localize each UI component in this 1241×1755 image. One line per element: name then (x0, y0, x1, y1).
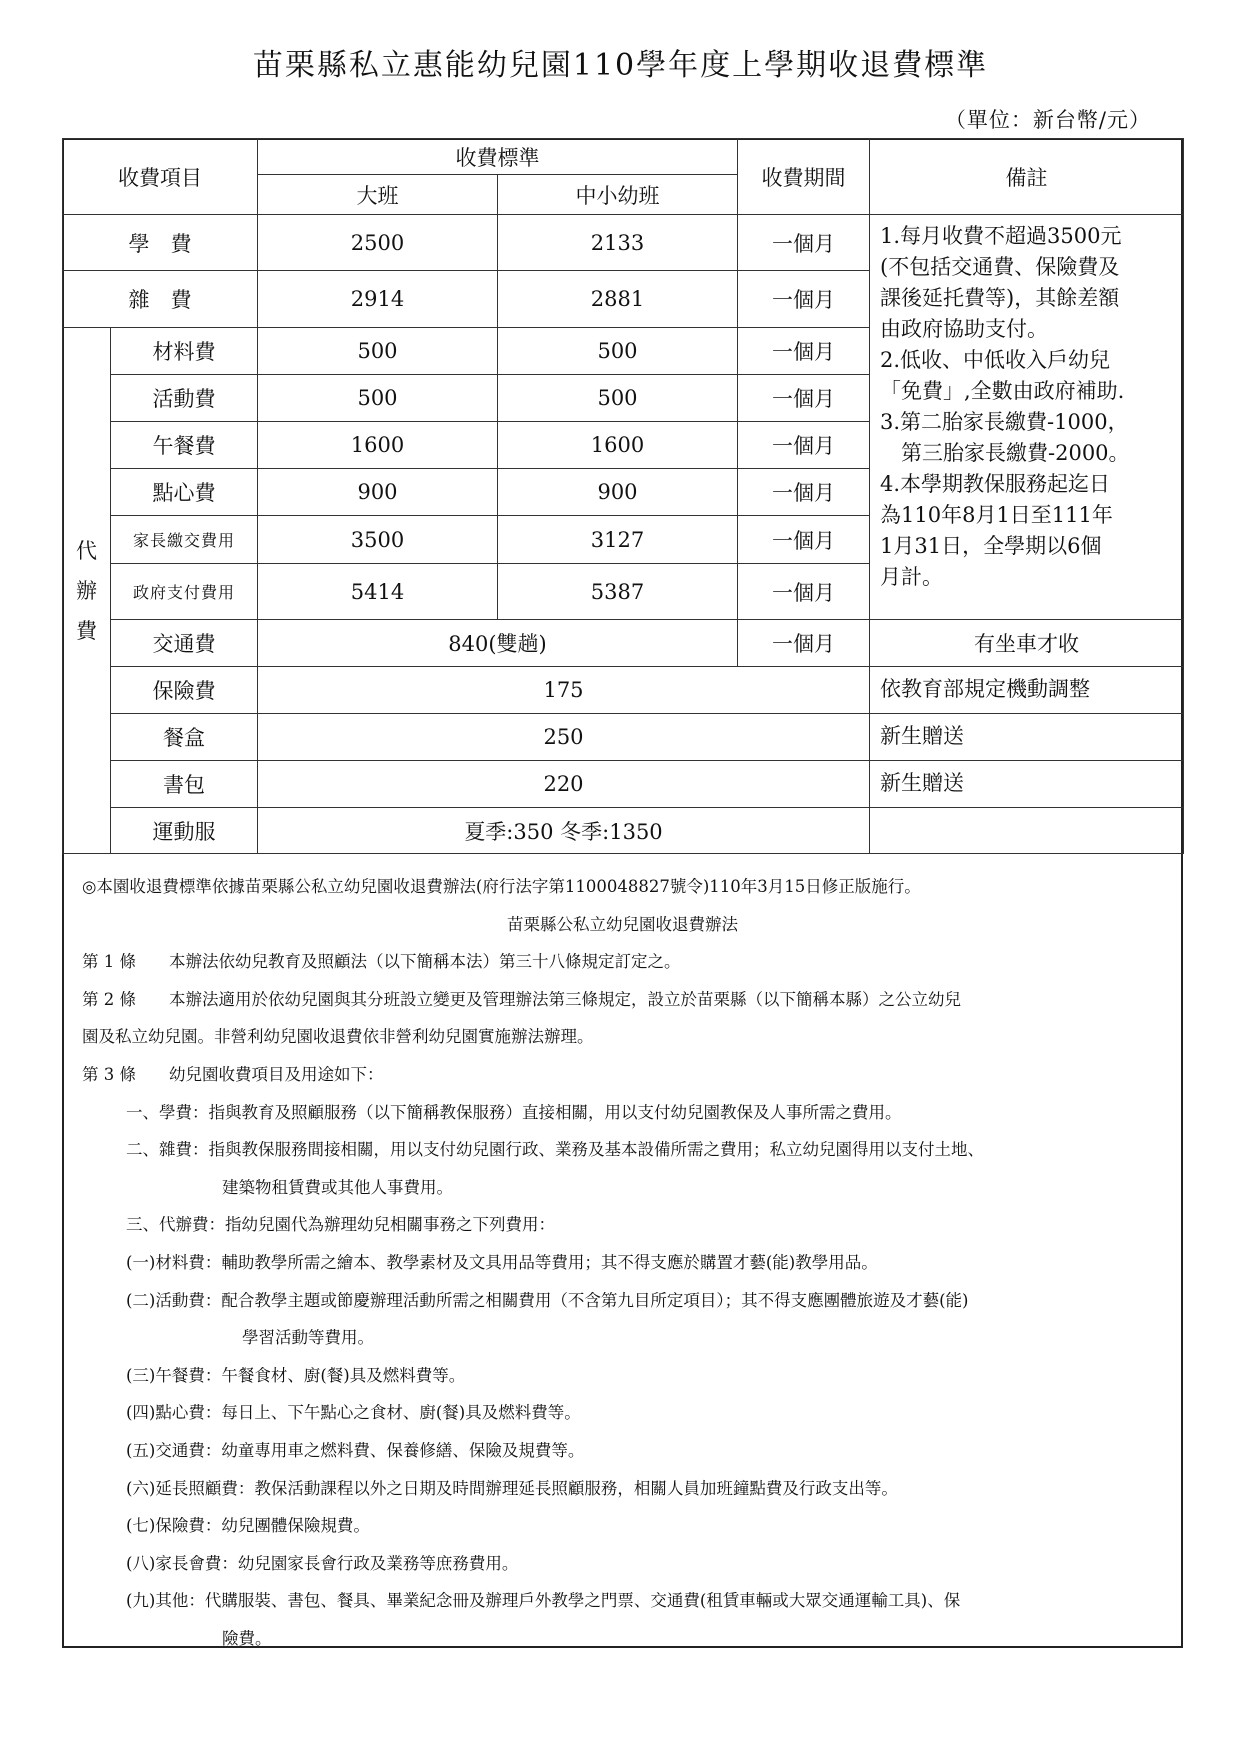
row-big: 5414 (258, 564, 498, 620)
row-period: 一個月 (738, 469, 870, 516)
sub-activity: (二)活動費：配合教學主題或節慶辦理活動所需之相關費用（不含第九目所定項目）；其不得支應團體旅遊及才藝(能) (126, 1290, 969, 1310)
bag-note: 新生贈送 (870, 761, 1184, 808)
row-small: 5387 (498, 564, 738, 620)
row-small: 500 (498, 328, 738, 375)
insurance-name: 保險費 (111, 667, 258, 714)
bag-value: 220 (258, 761, 870, 808)
sub-activity-cont: 學習活動等費用。 (242, 1328, 374, 1348)
item-misc-cont: 建築物租賃費或其他人事費用。 (222, 1177, 453, 1197)
bag-name: 書包 (111, 761, 258, 808)
item-agency: 三、代辦費：指幼兒園代為辦理幼兒相關事務之下列費用： (126, 1215, 555, 1235)
insurance-value: 175 (258, 667, 870, 714)
note-line: 第三胎家長繳費-2000。 (880, 441, 1130, 465)
row-small: 2133 (498, 215, 738, 271)
item-tuition: 一、學費：指與教育及照顧服務（以下簡稱教保服務）直接相關，用以支付幼兒園教保及人事所需之費用。 (126, 1102, 902, 1122)
sub-snack: (四)點心費：每日上、下午點心之食材、廚(餐)具及燃料費等。 (126, 1403, 581, 1423)
header-big-class: 大班 (258, 175, 498, 215)
row-name: 點心費 (111, 469, 258, 516)
fee-table (62, 138, 1184, 854)
lunchbox-note: 新生贈送 (870, 714, 1184, 761)
sub-extended-care: (六)延長照顧費：教保活動課程以外之日期及時間辦理延長照顧服務，相關人員加班鐘點費及行政支出等。 (126, 1478, 898, 1498)
note-line: 由政府協助支付。 (880, 317, 1048, 341)
agency-fee-label: 代辦費 (63, 328, 111, 854)
row-name: 午餐費 (111, 422, 258, 469)
row-big: 2500 (258, 215, 498, 271)
transport-note: 有坐車才收 (870, 620, 1184, 667)
uniform-name: 運動服 (111, 808, 258, 854)
sub-insurance: (七)保險費：幼兒團體保險規費。 (126, 1516, 370, 1536)
row-period: 一個月 (738, 215, 870, 271)
note-line: 課後延托費等)，其餘差額 (880, 286, 1120, 310)
note-line: 2.低收、中低收入戶幼兒 (880, 348, 1111, 372)
note-line: (不包括交通費、保險費及 (880, 255, 1120, 279)
header-item: 收費項目 (63, 139, 258, 215)
row-period: 一個月 (738, 564, 870, 620)
row-name: 活動費 (111, 375, 258, 422)
row-big: 2914 (258, 271, 498, 328)
row-small: 3127 (498, 516, 738, 564)
header-small-class: 中小幼班 (498, 175, 738, 215)
row-period: 一個月 (738, 271, 870, 328)
row-big: 900 (258, 469, 498, 516)
article-3: 第 3 條 幼兒園收費項目及用途如下： (82, 1064, 384, 1084)
regulation-heading: 苗栗縣公私立幼兒園收退費辦法 (507, 914, 738, 934)
insurance-note: 依教育部規定機動調整 (870, 667, 1184, 714)
lunchbox-name: 餐盒 (111, 714, 258, 761)
page-title: 苗栗縣私立惠能幼兒園110學年度上學期收退費標準 (252, 48, 989, 83)
item-misc: 二、雜費：指與教保服務間接相關，用以支付幼兒園行政、業務及基本設備所需之費用；私立幼兒園得用以支付土地、 (126, 1140, 984, 1160)
row-big: 3500 (258, 516, 498, 564)
row-name: 家長繳交費用 (111, 516, 258, 564)
lunchbox-value: 250 (258, 714, 870, 761)
row-small: 900 (498, 469, 738, 516)
row-period: 一個月 (738, 328, 870, 375)
row-big: 1600 (258, 422, 498, 469)
header-period: 收費期間 (738, 139, 870, 215)
row-period: 一個月 (738, 375, 870, 422)
unit-label: （單位：新台幣/元） (944, 108, 1151, 132)
note-line: 4.本學期教保服務起迄日 (880, 472, 1111, 496)
sub-other-cont: 險費。 (222, 1628, 272, 1648)
transport-period: 一個月 (738, 620, 870, 667)
article-2-cont: 園及私立幼兒園。非營利幼兒園收退費依非營利幼兒園實施辦法辦理。 (82, 1027, 594, 1047)
header-standard: 收費標準 (258, 139, 738, 175)
article-1: 第 1 條 本辦法依幼兒教育及照顧法（以下簡稱本法）第三十八條規定訂定之。 (82, 952, 681, 972)
notes-cell (870, 215, 1184, 620)
row-name: 學 費 (63, 215, 258, 271)
sub-parent-assoc: (八)家長會費：幼兒園家長會行政及業務等庶務費用。 (126, 1553, 519, 1573)
sub-transport: (五)交通費：幼童專用車之燃料費、保養修繕、保險及規費等。 (126, 1440, 585, 1460)
note-line: 月計。 (880, 565, 943, 589)
sub-lunch: (三)午餐費：午餐食材、廚(餐)具及燃料費等。 (126, 1365, 466, 1385)
note-line: 「免費」,全數由政府補助. (880, 379, 1125, 403)
row-name: 政府支付費用 (111, 564, 258, 620)
sub-other: (九)其他：代購服裝、書包、餐具、畢業紀念冊及辦理戶外教學之門票、交通費(租賃車輛或大眾交通運輸工具)、保 (126, 1591, 961, 1611)
uniform-note (870, 808, 1184, 854)
row-big: 500 (258, 375, 498, 422)
transport-value: 840(雙趟) (258, 620, 738, 667)
row-big: 500 (258, 328, 498, 375)
row-small: 2881 (498, 271, 738, 328)
row-small: 1600 (498, 422, 738, 469)
row-small: 500 (498, 375, 738, 422)
transport-name: 交通費 (111, 620, 258, 667)
regulation-intro: ◎本園收退費標準依據苗栗縣公私立幼兒園收退費辦法(府行法字第1100048827號令)110年3月15日修正版施行。 (82, 877, 921, 896)
uniform-value: 夏季:350 冬季:1350 (258, 808, 870, 854)
row-name: 材料費 (111, 328, 258, 375)
row-period: 一個月 (738, 516, 870, 564)
note-line: 為110年8月1日至111年 (880, 503, 1113, 527)
article-2: 第 2 條 本辦法適用於依幼兒園與其分班設立變更及管理辦法第三條規定，設立於苗栗縣（以下簡稱本縣）之公立幼兒 (82, 989, 961, 1009)
note-line: 3.第二胎家長繳費-1000， (880, 410, 1129, 434)
row-name: 雜 費 (63, 271, 258, 328)
regulation-text (62, 868, 1183, 1657)
note-line: 1月31日，全學期以6個 (880, 534, 1102, 558)
row-period: 一個月 (738, 422, 870, 469)
header-note: 備註 (870, 139, 1184, 215)
sub-material: (一)材料費：輔助教學所需之繪本、教學素材及文具用品等費用；其不得支應於購置才藝(能)教學用品。 (126, 1252, 878, 1272)
note-line: 1.每月收費不超過3500元 (880, 224, 1122, 248)
